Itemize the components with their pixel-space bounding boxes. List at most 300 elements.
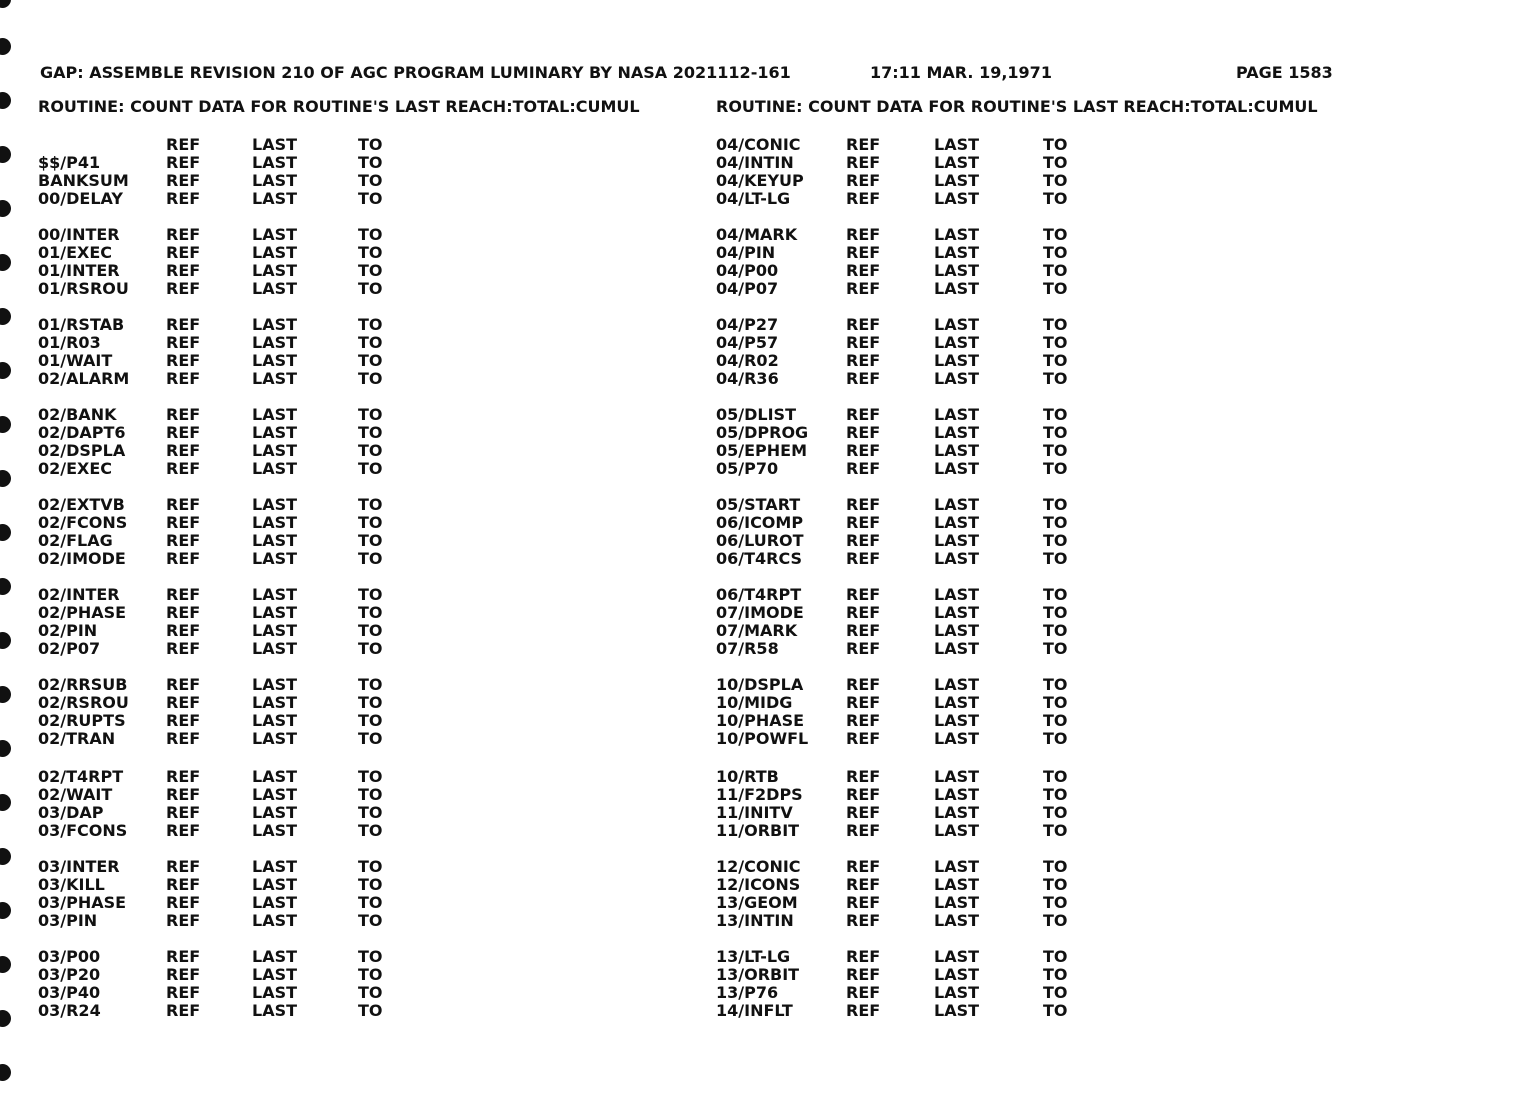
ref-label: REF	[166, 279, 201, 298]
last-label: LAST	[252, 603, 298, 622]
routine-name: 14/INFLT	[716, 1001, 793, 1020]
to-label: TO	[1043, 261, 1068, 280]
to-label: TO	[358, 315, 383, 334]
ref-label: REF	[846, 675, 881, 694]
ref-label: REF	[846, 857, 881, 876]
routine-name: 05/EPHEM	[716, 441, 808, 460]
last-label: LAST	[252, 675, 298, 694]
ref-label: REF	[846, 603, 881, 622]
routine-name: 13/GEOM	[716, 893, 798, 912]
routine-name: 02/FLAG	[38, 531, 113, 550]
ref-label: REF	[846, 1001, 881, 1020]
ref-label: REF	[846, 983, 881, 1002]
routine-name: 04/P00	[716, 261, 779, 280]
ref-label: REF	[166, 911, 201, 930]
routine-name: 04/P57	[716, 333, 779, 352]
ref-label: REF	[166, 603, 201, 622]
ref-label: REF	[846, 171, 881, 190]
routine-name: 13/LT-LG	[716, 947, 791, 966]
to-label: TO	[1043, 875, 1068, 894]
last-label: LAST	[252, 1001, 298, 1020]
timestamp: 17:11 MAR. 19,1971	[870, 63, 1052, 82]
last-label: LAST	[252, 225, 298, 244]
to-label: TO	[358, 405, 383, 424]
to-label: TO	[1043, 711, 1068, 730]
ref-label: REF	[846, 351, 881, 370]
ref-label: REF	[846, 333, 881, 352]
routine-name: 00/INTER	[38, 225, 120, 244]
ref-label: REF	[166, 893, 201, 912]
routine-name: 02/DAPT6	[38, 423, 126, 442]
to-label: TO	[358, 767, 383, 786]
last-label: LAST	[934, 243, 980, 262]
ref-label: REF	[166, 821, 201, 840]
ref-label: REF	[166, 513, 201, 532]
last-label: LAST	[252, 135, 298, 154]
ref-label: REF	[166, 875, 201, 894]
last-label: LAST	[252, 585, 298, 604]
to-label: TO	[1043, 423, 1068, 442]
to-label: TO	[358, 621, 383, 640]
routine-name: 06/LUROT	[716, 531, 804, 550]
ref-label: REF	[166, 585, 201, 604]
routine-name: 02/P07	[38, 639, 101, 658]
last-label: LAST	[934, 675, 980, 694]
last-label: LAST	[252, 315, 298, 334]
last-label: LAST	[934, 621, 980, 640]
to-label: TO	[1043, 513, 1068, 532]
punch-hole	[0, 740, 11, 757]
routine-name: 11/F2DPS	[716, 785, 803, 804]
last-label: LAST	[252, 803, 298, 822]
ref-label: REF	[846, 767, 881, 786]
routine-name: 01/WAIT	[38, 351, 113, 370]
last-label: LAST	[934, 875, 980, 894]
routine-name: 01/RSTAB	[38, 315, 125, 334]
last-label: LAST	[934, 369, 980, 388]
to-label: TO	[1043, 947, 1068, 966]
routine-name: 03/PHASE	[38, 893, 127, 912]
ref-label: REF	[846, 621, 881, 640]
routine-name: 02/ALARM	[38, 369, 130, 388]
last-label: LAST	[934, 639, 980, 658]
last-label: LAST	[252, 369, 298, 388]
punch-hole	[0, 92, 11, 109]
to-label: TO	[358, 243, 383, 262]
routine-name: 10/PHASE	[716, 711, 805, 730]
routine-name: 01/RSROU	[38, 279, 129, 298]
last-label: LAST	[252, 513, 298, 532]
ref-label: REF	[166, 803, 201, 822]
routine-name: 13/P76	[716, 983, 779, 1002]
punch-hole	[0, 524, 11, 541]
to-label: TO	[358, 857, 383, 876]
last-label: LAST	[934, 135, 980, 154]
routine-name: 01/EXEC	[38, 243, 113, 262]
routine-name: 12/ICONS	[716, 875, 801, 894]
to-label: TO	[358, 675, 383, 694]
punch-hole	[0, 1064, 11, 1081]
last-label: LAST	[252, 857, 298, 876]
last-label: LAST	[252, 423, 298, 442]
last-label: LAST	[252, 441, 298, 460]
to-label: TO	[358, 693, 383, 712]
routine-name: 00/DELAY	[38, 189, 123, 208]
routine-name: 03/INTER	[38, 857, 120, 876]
ref-label: REF	[166, 767, 201, 786]
to-label: TO	[1043, 351, 1068, 370]
ref-label: REF	[166, 549, 201, 568]
routine-name: 05/P70	[716, 459, 779, 478]
ref-label: REF	[846, 693, 881, 712]
last-label: LAST	[252, 911, 298, 930]
last-label: LAST	[934, 513, 980, 532]
last-label: LAST	[934, 693, 980, 712]
last-label: LAST	[252, 893, 298, 912]
to-label: TO	[1043, 803, 1068, 822]
punch-hole	[0, 470, 11, 487]
routine-name: 11/INITV	[716, 803, 793, 822]
routine-name: 03/DAP	[38, 803, 104, 822]
ref-label: REF	[846, 135, 881, 154]
ref-label: REF	[846, 585, 881, 604]
to-label: TO	[1043, 369, 1068, 388]
ref-label: REF	[846, 243, 881, 262]
to-label: TO	[1043, 189, 1068, 208]
punch-hole	[0, 578, 11, 595]
to-label: TO	[358, 911, 383, 930]
punch-hole	[0, 254, 11, 271]
routine-name: 04/PIN	[716, 243, 776, 262]
routine-name: 01/R03	[38, 333, 101, 352]
to-label: TO	[1043, 729, 1068, 748]
punch-hole	[0, 902, 11, 919]
ref-label: REF	[166, 225, 201, 244]
ref-label: REF	[166, 171, 201, 190]
routine-name: 12/CONIC	[716, 857, 801, 876]
ref-label: REF	[846, 423, 881, 442]
to-label: TO	[1043, 171, 1068, 190]
routine-name: 05/DLIST	[716, 405, 796, 424]
ref-label: REF	[166, 369, 201, 388]
to-label: TO	[1043, 983, 1068, 1002]
last-label: LAST	[934, 983, 980, 1002]
ref-label: REF	[166, 333, 201, 352]
ref-label: REF	[166, 1001, 201, 1020]
last-label: LAST	[252, 405, 298, 424]
last-label: LAST	[252, 333, 298, 352]
routine-name: 04/INTIN	[716, 153, 794, 172]
last-label: LAST	[934, 711, 980, 730]
routine-name: 03/P00	[38, 947, 101, 966]
to-label: TO	[358, 135, 383, 154]
routine-name: 07/R58	[716, 639, 779, 658]
last-label: LAST	[252, 693, 298, 712]
last-label: LAST	[252, 495, 298, 514]
ref-label: REF	[846, 965, 881, 984]
ref-label: REF	[166, 405, 201, 424]
routine-name: 10/RTB	[716, 767, 779, 786]
routine-name: 02/BANK	[38, 405, 117, 424]
ref-label: REF	[166, 947, 201, 966]
last-label: LAST	[252, 279, 298, 298]
last-label: LAST	[934, 261, 980, 280]
routine-name: 04/P27	[716, 315, 779, 334]
to-label: TO	[1043, 495, 1068, 514]
ref-label: REF	[166, 785, 201, 804]
routine-name: 04/MARK	[716, 225, 798, 244]
to-label: TO	[358, 585, 383, 604]
routine-name: 04/P07	[716, 279, 779, 298]
ref-label: REF	[846, 947, 881, 966]
last-label: LAST	[252, 549, 298, 568]
to-label: TO	[358, 225, 383, 244]
last-label: LAST	[252, 821, 298, 840]
to-label: TO	[1043, 441, 1068, 460]
to-label: TO	[1043, 279, 1068, 298]
to-label: TO	[358, 495, 383, 514]
ref-label: REF	[846, 803, 881, 822]
ref-label: REF	[166, 693, 201, 712]
to-label: TO	[1043, 621, 1068, 640]
routine-name: 13/INTIN	[716, 911, 794, 930]
routine-name: 02/RSROU	[38, 693, 129, 712]
ref-label: REF	[166, 261, 201, 280]
ref-label: REF	[846, 821, 881, 840]
ref-label: REF	[166, 983, 201, 1002]
last-label: LAST	[252, 459, 298, 478]
last-label: LAST	[934, 171, 980, 190]
ref-label: REF	[166, 351, 201, 370]
punch-hole	[0, 0, 11, 8]
to-label: TO	[358, 803, 383, 822]
assembly-title: GAP: ASSEMBLE REVISION 210 OF AGC PROGRAM LUMINARY BY NASA 2021112-161	[40, 63, 791, 82]
to-label: TO	[358, 947, 383, 966]
last-label: LAST	[252, 965, 298, 984]
to-label: TO	[1043, 225, 1068, 244]
routine-name: 03/R24	[38, 1001, 101, 1020]
to-label: TO	[358, 893, 383, 912]
ref-label: REF	[846, 639, 881, 658]
routine-name: 02/DSPLA	[38, 441, 126, 460]
last-label: LAST	[934, 549, 980, 568]
to-label: TO	[1043, 585, 1068, 604]
ref-label: REF	[846, 893, 881, 912]
last-label: LAST	[252, 243, 298, 262]
last-label: LAST	[252, 189, 298, 208]
to-label: TO	[358, 459, 383, 478]
to-label: TO	[1043, 821, 1068, 840]
last-label: LAST	[252, 261, 298, 280]
routine-name: 06/ICOMP	[716, 513, 804, 532]
to-label: TO	[358, 189, 383, 208]
punch-hole	[0, 686, 11, 703]
to-label: TO	[1043, 965, 1068, 984]
routine-name: 02/TRAN	[38, 729, 116, 748]
routine-name: 02/INTER	[38, 585, 120, 604]
last-label: LAST	[252, 171, 298, 190]
to-label: TO	[358, 875, 383, 894]
to-label: TO	[358, 261, 383, 280]
routine-name: 10/POWFL	[716, 729, 809, 748]
routine-name: 07/MARK	[716, 621, 798, 640]
to-label: TO	[1043, 135, 1068, 154]
ref-label: REF	[846, 549, 881, 568]
last-label: LAST	[252, 767, 298, 786]
last-label: LAST	[934, 729, 980, 748]
ref-label: REF	[846, 531, 881, 550]
punch-hole	[0, 632, 11, 649]
to-label: TO	[358, 639, 383, 658]
last-label: LAST	[934, 893, 980, 912]
routine-name: 05/START	[716, 495, 801, 514]
ref-label: REF	[846, 279, 881, 298]
ref-label: REF	[846, 711, 881, 730]
to-label: TO	[1043, 911, 1068, 930]
last-label: LAST	[934, 333, 980, 352]
ref-label: REF	[846, 369, 881, 388]
last-label: LAST	[934, 947, 980, 966]
ref-label: REF	[166, 711, 201, 730]
last-label: LAST	[934, 531, 980, 550]
ref-label: REF	[166, 531, 201, 550]
routine-name: 03/KILL	[38, 875, 105, 894]
to-label: TO	[358, 333, 383, 352]
routine-name: 02/IMODE	[38, 549, 126, 568]
to-label: TO	[358, 729, 383, 748]
ref-label: REF	[166, 153, 201, 172]
ref-label: REF	[166, 965, 201, 984]
last-label: LAST	[934, 603, 980, 622]
routine-name: 02/PHASE	[38, 603, 127, 622]
last-label: LAST	[252, 621, 298, 640]
ref-label: REF	[166, 189, 201, 208]
last-label: LAST	[934, 495, 980, 514]
to-label: TO	[358, 441, 383, 460]
to-label: TO	[1043, 531, 1068, 550]
ref-label: REF	[166, 729, 201, 748]
last-label: LAST	[252, 785, 298, 804]
to-label: TO	[1043, 405, 1068, 424]
to-label: TO	[1043, 333, 1068, 352]
last-label: LAST	[934, 315, 980, 334]
ref-label: REF	[166, 675, 201, 694]
last-label: LAST	[252, 531, 298, 550]
ref-label: REF	[846, 459, 881, 478]
ref-label: REF	[166, 243, 201, 262]
routine-name: 02/WAIT	[38, 785, 113, 804]
routine-name: 03/P40	[38, 983, 101, 1002]
left-column-header: ROUTINE: COUNT DATA FOR ROUTINE'S LAST REACH:TOTAL:CUMUL	[38, 97, 640, 116]
ref-label: REF	[166, 621, 201, 640]
routine-name: 01/INTER	[38, 261, 120, 280]
last-label: LAST	[252, 153, 298, 172]
to-label: TO	[358, 513, 383, 532]
routine-name: 02/EXTVB	[38, 495, 125, 514]
to-label: TO	[358, 785, 383, 804]
ref-label: REF	[166, 135, 201, 154]
routine-name: 06/T4RCS	[716, 549, 803, 568]
last-label: LAST	[934, 351, 980, 370]
ref-label: REF	[166, 423, 201, 442]
routine-name: 10/MIDG	[716, 693, 793, 712]
routine-name: 04/LT-LG	[716, 189, 791, 208]
last-label: LAST	[934, 857, 980, 876]
routine-name: 11/ORBIT	[716, 821, 800, 840]
ref-label: REF	[846, 261, 881, 280]
punch-hole	[0, 794, 11, 811]
ref-label: REF	[846, 441, 881, 460]
routine-name: 05/DPROG	[716, 423, 809, 442]
routine-name: 06/T4RPT	[716, 585, 802, 604]
right-column-header: ROUTINE: COUNT DATA FOR ROUTINE'S LAST REACH:TOTAL:CUMUL	[716, 97, 1318, 116]
routine-name: 02/EXEC	[38, 459, 113, 478]
to-label: TO	[358, 603, 383, 622]
ref-label: REF	[166, 639, 201, 658]
to-label: TO	[1043, 893, 1068, 912]
last-label: LAST	[934, 803, 980, 822]
last-label: LAST	[934, 405, 980, 424]
last-label: LAST	[934, 423, 980, 442]
punch-hole	[0, 1010, 11, 1027]
punch-hole	[0, 956, 11, 973]
punch-hole	[0, 362, 11, 379]
to-label: TO	[1043, 243, 1068, 262]
ref-label: REF	[846, 785, 881, 804]
ref-label: REF	[846, 495, 881, 514]
routine-name: 07/IMODE	[716, 603, 804, 622]
routine-name: 04/R36	[716, 369, 779, 388]
last-label: LAST	[252, 875, 298, 894]
last-label: LAST	[252, 983, 298, 1002]
last-label: LAST	[934, 785, 980, 804]
to-label: TO	[1043, 153, 1068, 172]
to-label: TO	[358, 369, 383, 388]
last-label: LAST	[252, 351, 298, 370]
routine-name: 02/T4RPT	[38, 767, 124, 786]
to-label: TO	[1043, 639, 1068, 658]
to-label: TO	[358, 711, 383, 730]
to-label: TO	[1043, 857, 1068, 876]
to-label: TO	[1043, 785, 1068, 804]
to-label: TO	[1043, 1001, 1068, 1020]
routine-name: 03/PIN	[38, 911, 98, 930]
punch-hole	[0, 848, 11, 865]
to-label: TO	[1043, 603, 1068, 622]
routine-name: 03/P20	[38, 965, 101, 984]
to-label: TO	[358, 423, 383, 442]
routine-name: 10/DSPLA	[716, 675, 804, 694]
last-label: LAST	[252, 729, 298, 748]
last-label: LAST	[934, 911, 980, 930]
routine-name: 02/PIN	[38, 621, 98, 640]
last-label: LAST	[934, 459, 980, 478]
ref-label: REF	[846, 315, 881, 334]
last-label: LAST	[252, 639, 298, 658]
to-label: TO	[358, 1001, 383, 1020]
page-number: PAGE 1583	[1236, 63, 1333, 82]
to-label: TO	[1043, 315, 1068, 334]
to-label: TO	[358, 153, 383, 172]
punch-hole	[0, 200, 11, 217]
routine-name: $$/P41	[38, 153, 101, 172]
punch-hole	[0, 146, 11, 163]
last-label: LAST	[934, 1001, 980, 1020]
routine-name: 04/CONIC	[716, 135, 801, 154]
to-label: TO	[1043, 767, 1068, 786]
ref-label: REF	[846, 405, 881, 424]
to-label: TO	[1043, 459, 1068, 478]
